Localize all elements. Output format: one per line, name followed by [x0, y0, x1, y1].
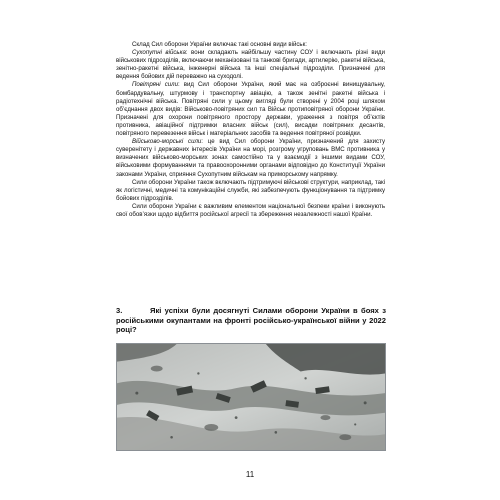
paragraph-conclusion	[116, 203, 385, 219]
paragraph-text: : це вид Сил оборони України, призначений для захисту суверенітету і державних інтересів України на морі, розгрому угруповань ВМС противника у визначених військово-морських зонах самостійно та у взаємодії з іншими видами СОУ, військовими формуваннями та правоохоронними органами відповідно до Конституції України законами України, сприяння Сухопутним військам на приморському напрямку.	[116, 138, 385, 178]
paragraph-air-force	[116, 81, 385, 138]
page-number: 11	[245, 470, 255, 479]
question-number: 3.	[116, 306, 123, 315]
paragraph-text: Склад Сил оборони України включає такі основні види військ:	[132, 41, 307, 48]
photo-image	[117, 344, 385, 450]
paragraph-navy	[116, 138, 385, 178]
paragraph-ground-forces	[116, 49, 385, 81]
term-air-force: Повітряні сили	[132, 81, 178, 89]
paragraph-text: : вид Сил оборони України, який має на озброєнні винищувальну, бомбардувальну, штурмову і транспортну авіацію, а також зенітні ракетні війська і радіотехнічні війська. Повітряні сили у цьому вигляді були створені у 2004 році шляхом об’єднання двох видів: Військово-повітряних сил та Військ протиповітряної оборони України. Призначені для охорони повітряного простору держави, ураження з повітря об’єктів противника, авіаційної підтримки власних військ (сил), висадки повітряних десантів, повітряного перевезення військ і матеріальних засобів та ведення повітряної розвідки.	[116, 81, 386, 138]
paragraph-text: Сили оборони України також включають підтримуючі військові структури, наприклад, такі як логістичні, медичні та комунікаційні служби, які забезпечують функціонування та підтримку бойових підрозділів.	[116, 178, 385, 202]
aerial-battlefield-photo	[116, 343, 386, 451]
question-heading	[116, 306, 386, 335]
paragraph-support-structures	[116, 179, 385, 203]
body-text	[116, 41, 385, 219]
question-text: Які успіхи були досягнуті Силами оборони України в боях з російськими окупантами на фронті російсько-української війни у 2022 році?	[116, 306, 386, 335]
term-ground-forces: Сухопутні війська	[132, 49, 186, 57]
paragraph-text: Сили оборони України є важливим елементом національної безпеки країни і виконують свої обов’язки щодо відбиття російської агресії та збереження незалежності нашої Країни.	[116, 202, 385, 218]
paragraph-text: : вони складають найбільшу частину СОУ і включають різні види військових підрозділів, включаючи механізовані та танкові бригади, артилерію, ракетні війська, зенітно-ракетні війська, інженерні війська та інші спеціальні підрозділи. Призначені для ведення бойових дій переважно на суходолі.	[116, 49, 385, 81]
paragraph-intro	[116, 41, 385, 49]
term-navy: Військово-морські сили	[132, 138, 202, 146]
